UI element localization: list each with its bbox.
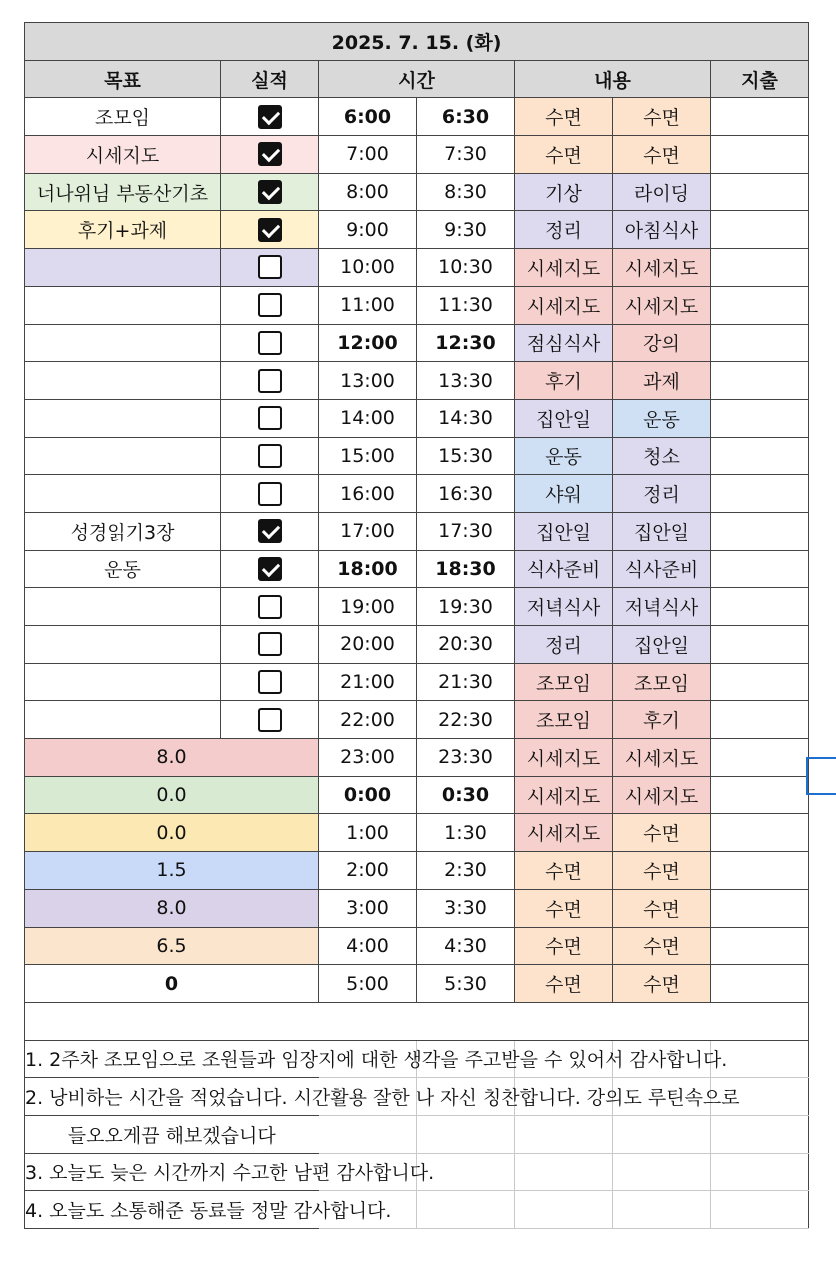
header-time[interactable]: 시간 xyxy=(319,60,515,98)
time-start[interactable]: 4:00 xyxy=(319,927,417,965)
activity-1[interactable]: 집안일 xyxy=(515,512,613,550)
empty-checkbox-icon[interactable] xyxy=(258,708,282,732)
goal-cell[interactable] xyxy=(25,249,221,287)
activity-1[interactable]: 수면 xyxy=(515,889,613,927)
time-half[interactable]: 20:30 xyxy=(417,626,515,664)
expense-cell[interactable] xyxy=(711,776,809,814)
schedule-row xyxy=(25,136,809,174)
activity-2[interactable]: 후기 xyxy=(613,701,711,739)
activity-1[interactable]: 수면 xyxy=(515,136,613,174)
date-title[interactable]: 2025. 7. 15. (화) xyxy=(25,23,809,61)
done-cell[interactable] xyxy=(221,475,319,513)
done-cell[interactable] xyxy=(221,626,319,664)
activity-2[interactable]: 정리 xyxy=(613,475,711,513)
time-half[interactable]: 21:30 xyxy=(417,663,515,701)
empty-cell[interactable] xyxy=(711,1115,809,1153)
note-cell[interactable] xyxy=(25,1040,728,1078)
note-cell[interactable] xyxy=(25,1153,435,1191)
expense-cell[interactable] xyxy=(711,399,809,437)
expense-cell[interactable] xyxy=(711,173,809,211)
time-half[interactable]: 9:30 xyxy=(417,211,515,249)
expense-cell[interactable] xyxy=(711,814,809,852)
goal-cell[interactable]: 운동 xyxy=(25,550,221,588)
daily-planner-table xyxy=(24,22,809,1003)
time-half[interactable]: 6:30 xyxy=(417,98,515,136)
goal-cell[interactable] xyxy=(25,626,221,664)
empty-cell[interactable] xyxy=(613,1191,711,1229)
time-start[interactable]: 15:00 xyxy=(319,437,417,475)
activity-2[interactable]: 수면 xyxy=(613,852,711,890)
note-text: 4. 오늘도 소통해준 동료들 정말 감사합니다. xyxy=(25,1200,392,1223)
category-total[interactable]: 1.5 xyxy=(25,852,319,890)
time-half[interactable]: 12:30 xyxy=(417,324,515,362)
done-cell[interactable] xyxy=(221,362,319,400)
time-start[interactable]: 19:00 xyxy=(319,588,417,626)
done-cell[interactable] xyxy=(221,249,319,287)
time-start[interactable]: 12:00 xyxy=(319,324,417,362)
empty-checkbox-icon[interactable] xyxy=(258,444,282,468)
activity-2[interactable]: 수면 xyxy=(613,814,711,852)
note-text: 1. 2주차 조모임으로 조원들과 임장지에 대한 생각을 주고받을 수 있어서 감사합니다. xyxy=(25,1049,728,1072)
empty-cell[interactable] xyxy=(515,1153,613,1191)
done-cell[interactable] xyxy=(221,211,319,249)
activity-2[interactable]: 아침식사 xyxy=(613,211,711,249)
checked-checkbox-icon[interactable] xyxy=(258,180,282,204)
note-row xyxy=(25,1040,809,1078)
expense-cell[interactable] xyxy=(711,739,809,777)
schedule-row xyxy=(25,550,809,588)
schedule-row xyxy=(25,399,809,437)
checked-checkbox-icon[interactable] xyxy=(258,142,282,166)
expense-cell[interactable] xyxy=(711,512,809,550)
time-half[interactable]: 14:30 xyxy=(417,399,515,437)
checked-checkbox-icon[interactable] xyxy=(258,557,282,581)
goal-cell[interactable] xyxy=(25,663,221,701)
note-cell[interactable] xyxy=(25,1191,392,1229)
activity-2[interactable]: 수면 xyxy=(613,98,711,136)
activity-1[interactable]: 식사준비 xyxy=(515,550,613,588)
time-start[interactable]: 9:00 xyxy=(319,211,417,249)
activity-1[interactable]: 조모임 xyxy=(515,663,613,701)
summary-row xyxy=(25,889,809,927)
activity-2[interactable]: 과제 xyxy=(613,362,711,400)
time-start[interactable]: 6:00 xyxy=(319,98,417,136)
activity-1[interactable]: 조모임 xyxy=(515,701,613,739)
expense-cell[interactable] xyxy=(711,626,809,664)
empty-cell[interactable] xyxy=(319,1115,417,1153)
empty-cell[interactable] xyxy=(711,1153,809,1191)
schedule-row xyxy=(25,362,809,400)
activity-1[interactable]: 수면 xyxy=(515,98,613,136)
time-start[interactable]: 16:00 xyxy=(319,475,417,513)
category-total[interactable]: 0.0 xyxy=(25,814,319,852)
time-start[interactable]: 1:00 xyxy=(319,814,417,852)
goal-cell[interactable] xyxy=(25,362,221,400)
cell-selection-cursor xyxy=(806,757,836,795)
category-total[interactable]: 8.0 xyxy=(25,889,319,927)
expense-cell[interactable] xyxy=(711,701,809,739)
goal-cell[interactable] xyxy=(25,475,221,513)
time-start[interactable]: 21:00 xyxy=(319,663,417,701)
empty-checkbox-icon[interactable] xyxy=(258,255,282,279)
expense-cell[interactable] xyxy=(711,889,809,927)
activity-1[interactable]: 점심식사 xyxy=(515,324,613,362)
expense-cell[interactable] xyxy=(711,965,809,1003)
activity-2[interactable]: 청소 xyxy=(613,437,711,475)
schedule-row xyxy=(25,701,809,739)
done-cell[interactable] xyxy=(221,512,319,550)
time-half[interactable]: 15:30 xyxy=(417,437,515,475)
goal-cell[interactable]: 너나위님 부동산기초 xyxy=(25,173,221,211)
empty-cell[interactable] xyxy=(613,1115,711,1153)
activity-1[interactable]: 정리 xyxy=(515,211,613,249)
time-half[interactable]: 11:30 xyxy=(417,286,515,324)
empty-checkbox-icon[interactable] xyxy=(258,293,282,317)
done-cell[interactable] xyxy=(221,286,319,324)
empty-checkbox-icon[interactable] xyxy=(258,369,282,393)
note-text: 3. 오늘도 늦은 시간까지 수고한 남편 감사합니다. xyxy=(25,1162,435,1185)
schedule-row xyxy=(25,249,809,287)
goal-cell[interactable]: 성경읽기3장 xyxy=(25,512,221,550)
note-cell[interactable] xyxy=(25,1115,319,1153)
empty-cell[interactable] xyxy=(613,1153,711,1191)
goal-cell[interactable] xyxy=(25,701,221,739)
category-total[interactable]: 6.5 xyxy=(25,927,319,965)
schedule-row xyxy=(25,588,809,626)
schedule-row xyxy=(25,324,809,362)
goal-cell[interactable]: 후기+과제 xyxy=(25,211,221,249)
schedule-row xyxy=(25,98,809,136)
time-start[interactable]: 22:00 xyxy=(319,701,417,739)
time-half[interactable]: 19:30 xyxy=(417,588,515,626)
goal-cell[interactable]: 조모임 xyxy=(25,98,221,136)
empty-cell[interactable] xyxy=(515,1191,613,1229)
activity-2[interactable]: 집안일 xyxy=(613,626,711,664)
note-cell[interactable] xyxy=(25,1078,740,1116)
notes-table xyxy=(24,1002,809,1229)
empty-checkbox-icon[interactable] xyxy=(258,482,282,506)
summary-row xyxy=(25,852,809,890)
activity-2[interactable]: 시세지도 xyxy=(613,776,711,814)
category-total[interactable]: 0 xyxy=(25,965,319,1003)
empty-checkbox-icon[interactable] xyxy=(258,632,282,656)
header-done[interactable]: 실적 xyxy=(221,60,319,98)
time-start[interactable]: 7:00 xyxy=(319,136,417,174)
activity-1[interactable]: 운동 xyxy=(515,437,613,475)
empty-checkbox-icon[interactable] xyxy=(258,595,282,619)
summary-row xyxy=(25,927,809,965)
time-start[interactable]: 0:00 xyxy=(319,776,417,814)
done-cell[interactable] xyxy=(221,701,319,739)
time-half[interactable]: 13:30 xyxy=(417,362,515,400)
activity-2[interactable]: 저녁식사 xyxy=(613,588,711,626)
time-half[interactable]: 5:30 xyxy=(417,965,515,1003)
time-half[interactable]: 23:30 xyxy=(417,739,515,777)
expense-cell[interactable] xyxy=(711,550,809,588)
activity-1[interactable]: 샤워 xyxy=(515,475,613,513)
done-cell[interactable] xyxy=(221,136,319,174)
activity-2[interactable]: 집안일 xyxy=(613,512,711,550)
empty-checkbox-icon[interactable] xyxy=(258,406,282,430)
activity-2[interactable]: 라이딩 xyxy=(613,173,711,211)
goal-cell[interactable] xyxy=(25,437,221,475)
activity-2[interactable]: 시세지도 xyxy=(613,739,711,777)
activity-1[interactable]: 정리 xyxy=(515,626,613,664)
goal-cell[interactable]: 시세지도 xyxy=(25,136,221,174)
activity-2[interactable]: 운동 xyxy=(613,399,711,437)
activity-1[interactable]: 시세지도 xyxy=(515,739,613,777)
time-start[interactable]: 18:00 xyxy=(319,550,417,588)
done-cell[interactable] xyxy=(221,324,319,362)
activity-2[interactable]: 수면 xyxy=(613,927,711,965)
expense-cell[interactable] xyxy=(711,98,809,136)
header-expense[interactable]: 지출 xyxy=(711,60,809,98)
empty-cell[interactable] xyxy=(515,1115,613,1153)
checked-checkbox-icon[interactable] xyxy=(258,218,282,242)
schedule-row xyxy=(25,211,809,249)
schedule-row xyxy=(25,663,809,701)
schedule-row xyxy=(25,475,809,513)
checked-checkbox-icon[interactable] xyxy=(258,105,282,129)
empty-checkbox-icon[interactable] xyxy=(258,670,282,694)
category-total[interactable]: 8.0 xyxy=(25,739,319,777)
time-half[interactable]: 22:30 xyxy=(417,701,515,739)
summary-row xyxy=(25,814,809,852)
time-half[interactable]: 0:30 xyxy=(417,776,515,814)
expense-cell[interactable] xyxy=(711,211,809,249)
category-total[interactable]: 0.0 xyxy=(25,776,319,814)
goal-cell[interactable] xyxy=(25,399,221,437)
time-start[interactable]: 10:00 xyxy=(319,249,417,287)
note-text: 들오오게끔 해보겠습니다 xyxy=(67,1124,276,1147)
time-start[interactable]: 17:00 xyxy=(319,512,417,550)
empty-cell[interactable] xyxy=(711,1191,809,1229)
summary-row xyxy=(25,776,809,814)
done-cell[interactable] xyxy=(221,173,319,211)
activity-1[interactable]: 시세지도 xyxy=(515,249,613,287)
activity-1[interactable]: 후기 xyxy=(515,362,613,400)
planner-sheet xyxy=(24,22,808,1229)
expense-cell[interactable] xyxy=(711,286,809,324)
activity-1[interactable]: 시세지도 xyxy=(515,286,613,324)
expense-cell[interactable] xyxy=(711,588,809,626)
time-half[interactable]: 18:30 xyxy=(417,550,515,588)
schedule-row xyxy=(25,286,809,324)
note-text: 2. 낭비하는 시간을 적었습니다. 시간활용 잘한 나 자신 칭찬합니다. 강의도 루틴속으로 xyxy=(25,1087,740,1110)
activity-1[interactable]: 수면 xyxy=(515,927,613,965)
time-half[interactable]: 10:30 xyxy=(417,249,515,287)
time-half[interactable]: 3:30 xyxy=(417,889,515,927)
expense-cell[interactable] xyxy=(711,852,809,890)
note-row xyxy=(25,1078,809,1116)
activity-2[interactable]: 시세지도 xyxy=(613,286,711,324)
done-cell[interactable] xyxy=(221,550,319,588)
time-start[interactable]: 3:00 xyxy=(319,889,417,927)
time-half[interactable]: 2:30 xyxy=(417,852,515,890)
empty-checkbox-icon[interactable] xyxy=(258,331,282,355)
activity-2[interactable]: 수면 xyxy=(613,136,711,174)
expense-cell[interactable] xyxy=(711,663,809,701)
done-cell[interactable] xyxy=(221,663,319,701)
goal-cell[interactable] xyxy=(25,286,221,324)
goal-cell[interactable] xyxy=(25,324,221,362)
empty-cell[interactable] xyxy=(417,1115,515,1153)
time-start[interactable]: 14:00 xyxy=(319,399,417,437)
summary-row xyxy=(25,965,809,1003)
empty-cell[interactable] xyxy=(417,1191,515,1229)
activity-2[interactable]: 조모임 xyxy=(613,663,711,701)
done-cell[interactable] xyxy=(221,98,319,136)
note-row xyxy=(25,1191,809,1229)
expense-cell[interactable] xyxy=(711,136,809,174)
time-half[interactable]: 8:30 xyxy=(417,173,515,211)
time-start[interactable]: 8:00 xyxy=(319,173,417,211)
time-start[interactable]: 11:00 xyxy=(319,286,417,324)
time-half[interactable]: 16:30 xyxy=(417,475,515,513)
note-row xyxy=(25,1153,809,1191)
expense-cell[interactable] xyxy=(711,324,809,362)
time-half[interactable]: 1:30 xyxy=(417,814,515,852)
header-content[interactable]: 내용 xyxy=(515,60,711,98)
checked-checkbox-icon[interactable] xyxy=(258,519,282,543)
time-start[interactable]: 5:00 xyxy=(319,965,417,1003)
note-row xyxy=(25,1115,809,1153)
done-cell[interactable] xyxy=(221,399,319,437)
activity-1[interactable]: 집안일 xyxy=(515,399,613,437)
schedule-row xyxy=(25,512,809,550)
activity-2[interactable]: 식사준비 xyxy=(613,550,711,588)
activity-2[interactable]: 시세지도 xyxy=(613,249,711,287)
time-start[interactable]: 13:00 xyxy=(319,362,417,400)
expense-cell[interactable] xyxy=(711,437,809,475)
schedule-row xyxy=(25,173,809,211)
goal-cell[interactable] xyxy=(25,588,221,626)
blank-row[interactable] xyxy=(25,1002,809,1040)
time-half[interactable]: 4:30 xyxy=(417,927,515,965)
done-cell[interactable] xyxy=(221,588,319,626)
time-start[interactable]: 20:00 xyxy=(319,626,417,664)
done-cell[interactable] xyxy=(221,437,319,475)
expense-cell[interactable] xyxy=(711,475,809,513)
summary-row xyxy=(25,739,809,777)
schedule-row xyxy=(25,437,809,475)
activity-2[interactable]: 강의 xyxy=(613,324,711,362)
expense-cell[interactable] xyxy=(711,362,809,400)
activity-1[interactable]: 기상 xyxy=(515,173,613,211)
activity-1[interactable]: 시세지도 xyxy=(515,814,613,852)
time-half[interactable]: 7:30 xyxy=(417,136,515,174)
activity-2[interactable]: 수면 xyxy=(613,889,711,927)
time-half[interactable]: 17:30 xyxy=(417,512,515,550)
time-start[interactable]: 2:00 xyxy=(319,852,417,890)
activity-1[interactable]: 수면 xyxy=(515,852,613,890)
activity-1[interactable]: 수면 xyxy=(515,965,613,1003)
activity-1[interactable]: 시세지도 xyxy=(515,776,613,814)
activity-2[interactable]: 수면 xyxy=(613,965,711,1003)
header-goal[interactable]: 목표 xyxy=(25,60,221,98)
time-start[interactable]: 23:00 xyxy=(319,739,417,777)
expense-cell[interactable] xyxy=(711,249,809,287)
activity-1[interactable]: 저녁식사 xyxy=(515,588,613,626)
schedule-row xyxy=(25,626,809,664)
expense-cell[interactable] xyxy=(711,927,809,965)
